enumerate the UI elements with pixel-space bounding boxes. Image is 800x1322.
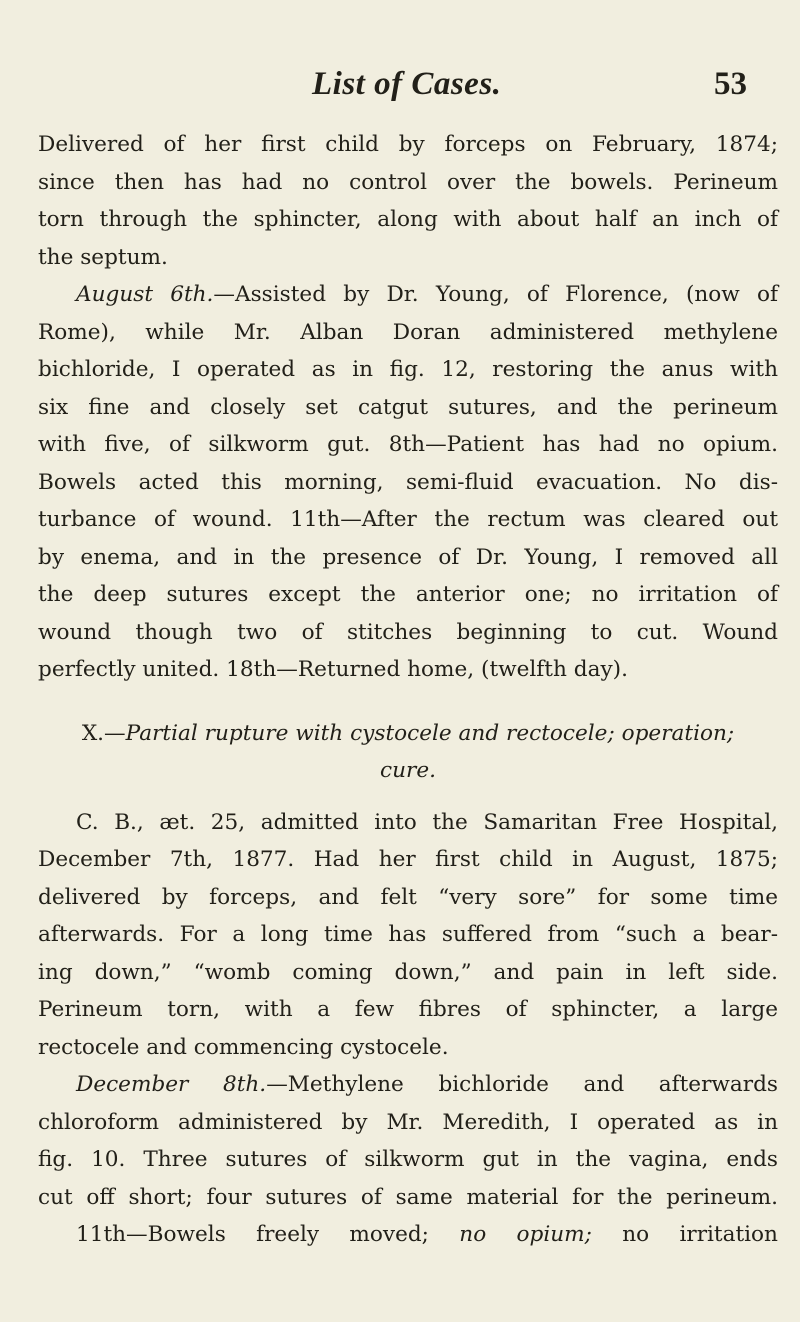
text-line: with five, of silkworm gut. 8th—Patient has had no opium. <box>38 432 778 457</box>
text-line: ing down,” “womb coming down,” and pain in left side. <box>38 959 778 985</box>
section-heading <box>38 715 778 753</box>
running-head: List of Cases. <box>312 66 502 102</box>
text-line <box>38 276 778 314</box>
text-line: C. B., æt. 25, admitted into the Samaritan Free Hospital, <box>76 809 778 835</box>
spacer <box>38 689 778 715</box>
text-line: Rome), while Mr. Alban Doran administered methylene <box>38 319 778 345</box>
text-line: fig. 10. Three sutures of silkworm gut in the vagina, ends <box>38 1147 778 1172</box>
text-line: torn through the sphincter, along with about half an inch of <box>38 207 778 232</box>
section-number: X.— <box>81 720 126 746</box>
text-line: six fine and closely set catgut sutures, and the perineum <box>38 394 778 420</box>
text-line: the deep sutures except the anterior one; no irritation of <box>38 582 778 607</box>
date-italic: December 8th. <box>76 1072 267 1097</box>
date-italic: August 6th. <box>76 282 214 307</box>
text-line: Delivered of her first child by forceps on February, 1874; <box>38 132 778 157</box>
text-line <box>38 1066 778 1104</box>
text-line: December 7th, 1877. Had her first child in August, 1875; <box>38 847 778 872</box>
text-span: no irritation <box>622 1222 778 1247</box>
text-line: since then has had no control over the bowels. Perineum <box>38 169 778 195</box>
text-line: bichloride, I operated as in fig. 12, restoring the anus with <box>38 357 778 382</box>
text-line: wound though two of stitches beginning to cut. Wound <box>38 619 778 645</box>
page-number: 53 <box>714 66 747 102</box>
text-span: —Methylene bichloride and afterwards <box>266 1072 778 1097</box>
text-line <box>38 1216 778 1254</box>
text-line: turbance of wound. 11th—After the rectum was cleared out <box>38 507 778 532</box>
text-line: the septum. <box>38 244 168 270</box>
text-line: chloroform administered by Mr. Meredith, I operated as in <box>38 1109 778 1135</box>
text-line: Perineum torn, with a few fibres of sphincter, a large <box>38 997 778 1022</box>
text-line: delivered by forceps, and felt “very sore” for some time <box>38 884 778 910</box>
text-line: perfectly united. 18th—Returned home, (twelfth day). <box>38 657 628 682</box>
text-line: by enema, and in the presence of Dr. Young, I removed all <box>38 544 778 570</box>
text-line: cut off short; four sutures of same material for the perineum. <box>38 1184 778 1210</box>
text-span: 11th—Bowels freely moved; <box>76 1222 429 1247</box>
text-span: —Assisted by Dr. Young, of Florence, (now of <box>213 282 778 307</box>
italic-span: no opium; <box>459 1222 592 1247</box>
text-line: Bowels acted this morning, semi-fluid evacuation. No dis- <box>38 469 778 495</box>
body-text <box>38 126 778 1254</box>
section-heading-continued: cure. <box>380 758 436 783</box>
spacer <box>38 790 778 804</box>
text-line: afterwards. For a long time has suffered from “such a bear- <box>38 922 778 947</box>
text-line: rectocele and commencing cystocele. <box>38 1034 449 1060</box>
section-title: Partial rupture with cystocele and rectocele; operation; <box>125 720 735 746</box>
